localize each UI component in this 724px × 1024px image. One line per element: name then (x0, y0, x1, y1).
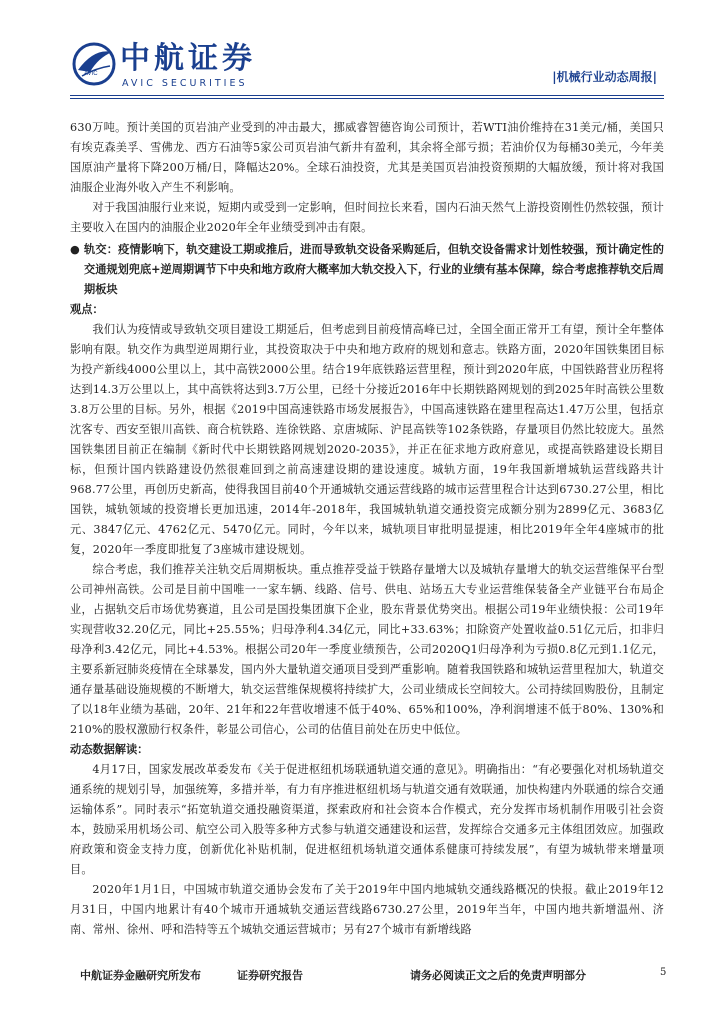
rail-transit-bullet (70, 240, 664, 300)
logo-small-text: AVIC (84, 71, 98, 77)
rail-transit-bullet-text: 轨交：疫情影响下，轨交建设工期或推后，进而导致轨交设备采购延后，但轨交设备需求计划性较强，预计确定性的交通规划兜底+逆周期调节下中央和地方政府大概率加大轨交投入下，行业的业绩有基本保障，综合考虑推荐轨交后周期板块 (84, 243, 664, 296)
footer-publisher: 中航证券金融研究所发布 (80, 969, 201, 982)
document-body (70, 118, 664, 940)
header-divider (70, 95, 664, 96)
dynamic-data-heading: 动态数据解读： (70, 743, 149, 756)
page-header (0, 0, 724, 96)
paragraph-rail-view: 我们认为疫情或导致轨交项目建设工期延后，但考虑到目前疫情高峰已过，全国全面正常开工有望，预计全年整体影响有限。轨交作为典型逆周期行业，其投资取决于中央和地方政府的规划和意志。铁路方面，2020年国铁集团目标为投产新线4000公里以上，其中高铁2000公里。结合19年底铁路运营里程，预计到2020年底，中国铁路营业历程将达到14.3万公里以上，其中高铁将达到3.7万公里，已经十分接近2016年中长期铁路网规划的到2025年时高铁公里数3.8万公里的目标。另外，根据《2019中国高速铁路市场发展报告》，中国高速铁路在建里程高达1.47万公里，包括京沈客专、西安至银川高铁、商合杭铁路、连徐铁路、京唐城际、沪昆高铁等102条铁路，存量项目仍然比较庞大。虽然国铁集团目前正在编制《新时代中长期铁路网规划2020-2035》，并正在征求地方政府意见，或提高铁路建设长期目标，但预计国内铁路建设仍然很难回到之前高速建设期的建设速度。城轨方面，19年我国新增城轨运营线路共计968.77公里，再创历史新高，使得我国目前40个开通城轨交通运营线路的城市运营里程合计达到6730.27公里，相比国铁，城轨领域的投资增长更加迅速，2014年-2018年，我国城轨轨道交通投资完成额分别为2899亿元、3683亿元、3847亿元、4762亿元、5470亿元。同时，今年以来，城轨项目审批明显提速，相比2019年全年4座城市的批复，2020年一季度即批复了3座城市建设规划。 (70, 323, 664, 556)
bullet-dot-icon: ● (70, 243, 80, 256)
page-number: 5 (660, 967, 667, 978)
header-divider-secondary (70, 98, 664, 99)
view-heading: 观点： (70, 303, 104, 316)
paragraph-urban-rail-2019: 2020年1月1日，中国城市轨道交通协会发布了关于2019年中国内地城轨交通线路概况的快报。截止2019年12月31日，中国内地累计有40个城市开通城轨交通运营线路6730.27公里，2019年当年，中国内地共新增温州、济南、常州、徐州、呼和浩特等五个城轨交通运营城市；另有27个城市有新增线路 (70, 883, 664, 936)
footer-disclaimer: 请务必阅读正文之后的免责声明部分 (410, 969, 586, 982)
logo-english-name: AVIC SECURITIES (122, 78, 248, 89)
paragraph-oil-continuation: 630万吨。预计美国的页岩油产业受到的冲击最大，挪威睿智德咨询公司预计，若WTI油价维持在31美元/桶，美国只有埃克森美孚、雪佛龙、西方石油等5家公司页岩油气新井有盈利，其余将全部亏损；若油价仅为每桶30美元，今年美国原油产量将下降200万桶/日，降幅达20%。全球石油投资，尤其是美国页岩油投资预期的大幅放缓，预计将对我国油服企业海外收入产生不利影响。 (70, 121, 664, 194)
paragraph-oilfield-service: 对于我国油服行业来说，短期内或受到一定影响，但时间拉长来看，国内石油天然气上游投资刚性仍然较强，预计主要收入在国内的油服企业2020年全年业绩受到冲击有限。 (70, 201, 664, 234)
report-type-label: |机械行业动态周报| (552, 70, 657, 84)
logo-chinese-name: 中航证券 (120, 41, 256, 76)
footer-report-label: 证券研究报告 (237, 969, 303, 982)
avic-logo-icon (72, 42, 116, 86)
paragraph-recommendation: 综合考虑，我们推荐关注轨交后周期板块。重点推荐受益于铁路存量增大以及城轨存量增大的轨交运营维保平台型公司神州高铁。公司是目前中国唯一一家车辆、线路、信号、供电、站场五大专业运营维保装备全产业链平台布局企业，占据轨交后市场优势赛道，且公司是国投集团旗下企业，股东背景优势突出。根据公司19年业绩快报：公司19年实现营收32.20亿元，同比+25.55%；归母净利4.34亿元，同比+33.63%；扣除资产处置收益0.51亿元后，扣非归母净利3.42亿元，同比+4.53%。根据公司20年一季度业绩预告，公司2020Q1归母净利为亏损0.8亿元到1.1亿元，主要系新冠肺炎疫情在全球暴发，国内外大量轨道交通项目受到严重影响。随着我国铁路和城轨运营里程加大，轨道交通存量基础设施规模的不断增大，轨交运营维保规模将持续扩大，公司业绩成长空间较大。公司持续回购股份，且制定了以18年业绩为基础，20年、21年和22年营收增速不低于40%、65%和100%，净利润增速不低于80%、130%和210%的股权激励行权条件，彰显公司信心，公司的估值目前处在历史中低位。 (70, 563, 664, 736)
paragraph-airport-rail-policy: 4月17日，国家发展改革委发布《关于促进枢纽机场联通轨道交通的意见》。明确指出：“有必要强化对机场轨道交通系统的规划引导，加强统筹，多措并举，有力有序推进枢纽机场与轨道交通有效联通，加快构建内外联通的综合交通运输体系”。同时表示“拓宽轨道交通投融资渠道，探索政府和社会资本合作模式，充分发挥市场机制作用吸引社会资本，鼓励采用机场公司、航空公司入股等多种方式参与轨道交通建设和运营，发挥综合交通多元主体组团效应。加强政府政策和资金支持力度，创新优化补贴机制，促进枢纽机场轨道交通体系健康可持续发展”，有望为城轨带来增量项目。 (70, 763, 664, 876)
page-footer (0, 955, 724, 985)
